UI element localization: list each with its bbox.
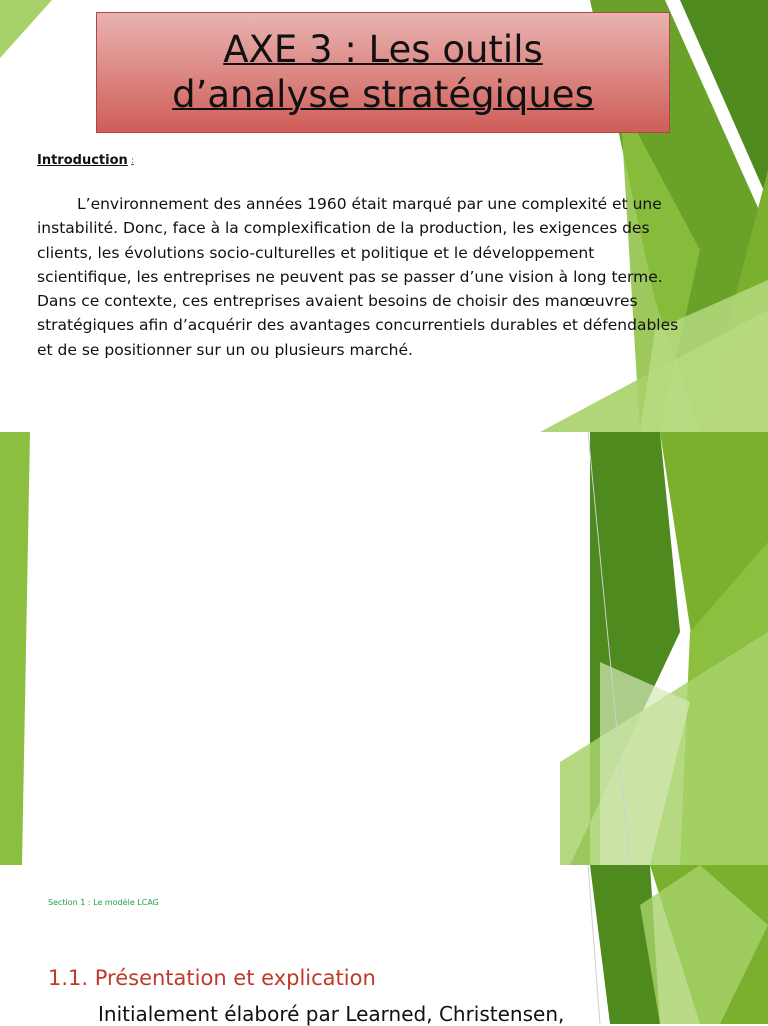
introduction-paragraph	[37, 192, 687, 362]
slide-3-green-decoration	[0, 865, 768, 1024]
title-box	[96, 12, 670, 133]
slide-3-body-text: Initialement élaboré par Learned, Christensen,	[98, 1002, 565, 1026]
subheading: 1.1. Présentation et explication	[48, 966, 376, 990]
introduction-colon: :	[131, 156, 135, 166]
slide-2-green-decoration	[0, 432, 768, 865]
slide-3	[0, 865, 768, 1024]
title-line-1: AXE 3 : Les outils	[223, 28, 543, 71]
section-label: Section 1 : Le modèle LCAG	[48, 898, 159, 907]
slide-2	[0, 432, 768, 865]
introduction-text: L’environnement des années 1960 était marqué par une complexité et une instabilité. Donc, face à la complexification de la production, les exigences des clients, les évolutions socio-culturelles et politique et le développement scientifique, les entreprises ne peuvent pas se passer d’une vision à long terme. Dans ce contexte, ces entreprises avaient besoins de choisir des manœuvres stratégiques afin d’acquérir des avantages concurrentiels durables et défendables et de se positionner sur un ou plusieurs marché.	[37, 195, 679, 359]
introduction-label: Introduction	[37, 153, 128, 168]
title-line-2: d’analyse stratégiques	[172, 73, 594, 116]
slide-1	[0, 0, 768, 432]
